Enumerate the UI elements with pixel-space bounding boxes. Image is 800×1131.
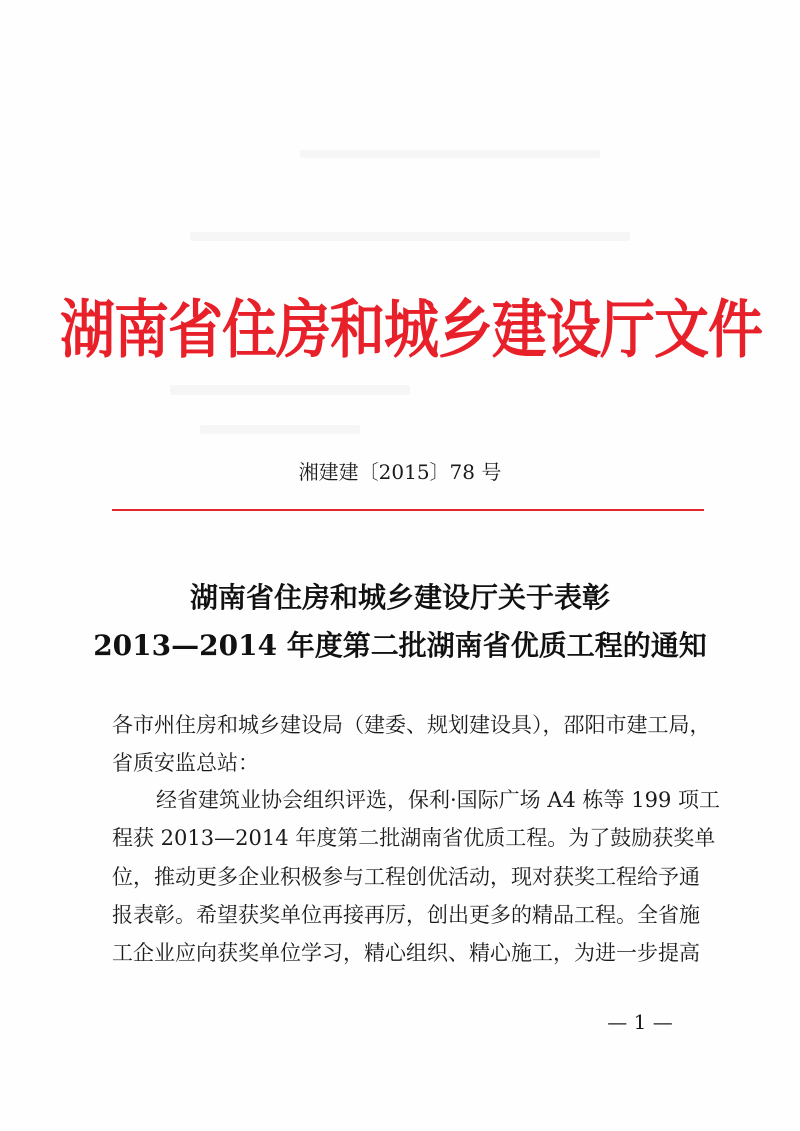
- document-masthead: 湖南省住房和城乡建设厅文件: [60, 293, 763, 367]
- notice-title-line-2: 2013—2014 年度第二批湖南省优质工程的通知: [93, 629, 707, 662]
- bleed-through-mark: [300, 150, 600, 158]
- red-divider-rule: [112, 509, 704, 511]
- bleed-through-mark: [200, 425, 360, 434]
- notice-title-line-1: 湖南省住房和城乡建设厅关于表彰: [189, 581, 610, 614]
- addressee-line: 省质安监总站：: [112, 751, 259, 775]
- body-paragraph-line: 经省建筑业协会组织评选，保利·国际广场 A4 栋等 199 项工: [156, 788, 720, 812]
- bleed-through-mark: [190, 232, 630, 241]
- bleed-through-mark: [170, 385, 410, 395]
- body-paragraph-line: 工企业应向获奖单位学习，精心组织、精心施工，为进一步提高: [112, 941, 700, 965]
- page-number: — 1 —: [607, 1010, 673, 1034]
- body-paragraph-line: 位，推动更多企业积极参与工程创优活动，现对获奖工程给予通: [112, 865, 700, 889]
- body-paragraph-line: 程获 2013—2014 年度第二批湖南省优质工程。为了鼓励获奖单: [112, 826, 716, 850]
- body-paragraph-line: 报表彰。希望获奖单位再接再厉，创出更多的精品工程。全省施: [112, 903, 700, 927]
- document-number: 湘建建〔2015〕78 号: [298, 460, 502, 484]
- addressee-line: 各市州住房和城乡建设局（建委、规划建设具），邵阳市建工局，: [112, 713, 711, 737]
